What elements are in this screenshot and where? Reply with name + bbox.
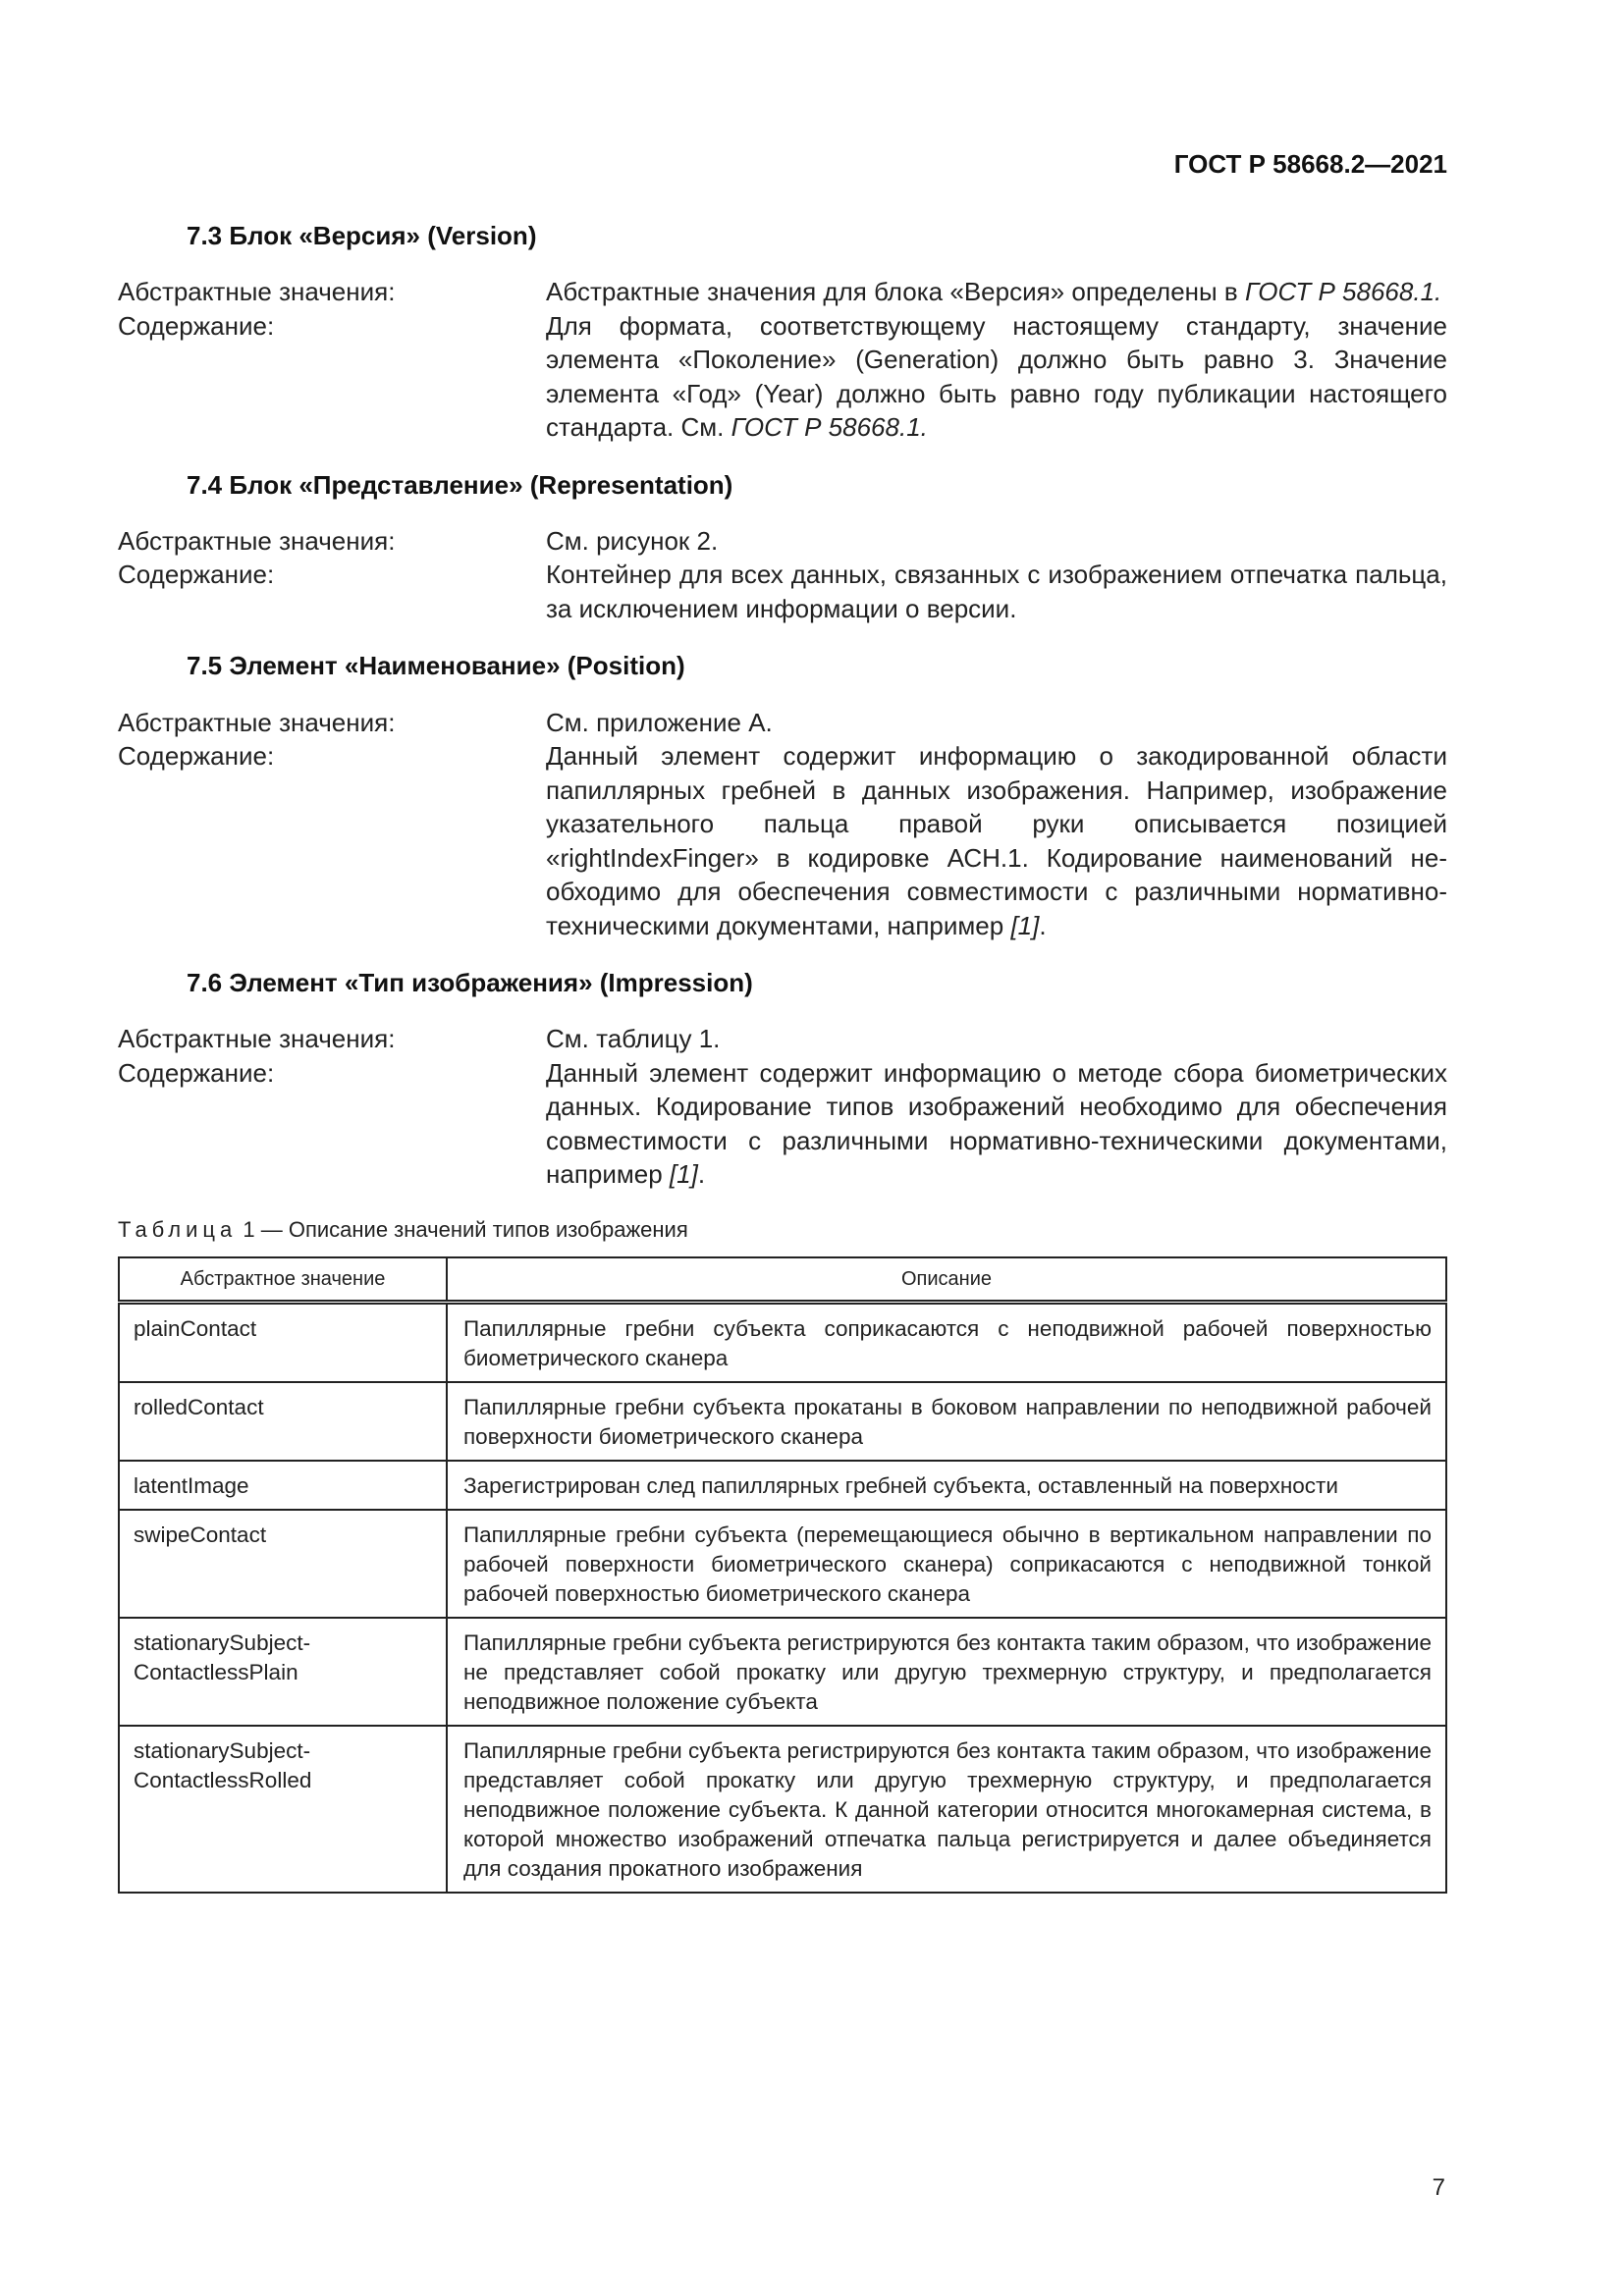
cell-description: Папиллярные гребни субъекта (перемещающиеся обычно в вертикальном направлении по рабочей поверхности биометрического сканера) соприкасаются с неподвижной тонкой рабочей поверхностью биометрического сканера (447, 1510, 1446, 1618)
cell-description: Зарегистрирован след папиллярных гребней субъекта, оставленный на поверхности (447, 1461, 1446, 1510)
cell-value: stationarySubject- ContactlessRolled (119, 1726, 447, 1893)
cell-value: rolledContact (119, 1382, 447, 1461)
field-row (118, 309, 1447, 445)
section-7-3 (118, 221, 1447, 445)
standard-reference: ГОСТ Р 58668.1. (1244, 277, 1442, 307)
field-label: Содержание: (118, 1057, 275, 1088)
field-label: Абстрактные значения: (118, 525, 396, 556)
bibliography-reference: [1] (669, 1159, 698, 1190)
field-label: Содержание: (118, 310, 275, 341)
field-text: Для формата, соответствующему настоящему стандарту, значение элемента «Поколение» (Generation) должно быть равно 3. Значение элемента «Год» (Year) должно быть равно году публикации настоящего стандарта. См. ГОСТ Р 58668.1. (546, 310, 1447, 443)
field-label: Содержание: (118, 741, 275, 772)
field-text: Контейнер для всех данных, связанных с изображением отпечатка пальца, за исключением информации о версии. (546, 560, 1447, 623)
table-header-row (119, 1257, 1446, 1303)
bibliography-reference: [1] (1010, 910, 1040, 940)
cell-value: plainContact (119, 1302, 447, 1382)
cell-value: stationarySubject- ContactlessPlain (119, 1618, 447, 1726)
field-row (118, 739, 1447, 942)
field-label: Абстрактные значения: (118, 707, 396, 737)
table-row (119, 1461, 1446, 1510)
field-row (118, 275, 1447, 309)
field-text: Абстрактные значения для блока «Версия» определены в ГОСТ Р 58668.1. (546, 277, 1442, 307)
table-row (119, 1726, 1446, 1893)
section-7-6 (118, 968, 1447, 1192)
field-label: Содержание: (118, 560, 275, 590)
column-header-description: Описание (447, 1257, 1446, 1303)
field-text: Данный элемент содержит информацию о закодированной области папиллярных гребней в данных изображения. Например, изображение указательного пальца правой руки описывается позицией «rightIndexFinger» в кодировке АСН.1. Кодирование наименований необходимо для обеспечения совместимости с различными нормативно-техническими документами, например [1]. (546, 741, 1447, 940)
main-content (118, 221, 1447, 1894)
field-text: Данный элемент содержит информацию о методе сбора биометрических данных. Кодирование типов изображений необходимо для обеспечения совместимости с различными нормативно-техническими документами, например [1]. (546, 1057, 1447, 1190)
cell-value: latentImage (119, 1461, 447, 1510)
cell-value: swipeContact (119, 1510, 447, 1618)
field-row (118, 1056, 1447, 1192)
field-text: См. приложение А. (546, 707, 773, 737)
field-text: См. рисунок 2. (546, 525, 719, 556)
cell-description: Папиллярные гребни субъекта соприкасаются с неподвижной рабочей поверхностью биометрического сканера (447, 1302, 1446, 1382)
column-header-value: Абстрактное значение (119, 1257, 447, 1303)
field-label: Абстрактные значения: (118, 277, 396, 307)
cell-description: Папиллярные гребни субъекта регистрируются без контакта таким образом, что изображение не представляет собой прокатку или другую трехмерную структуру, и предполагается неподвижное положение субъекта (447, 1618, 1446, 1726)
table-row (119, 1302, 1446, 1382)
section-heading: 7.5 Элемент «Наименование» (Position) (187, 651, 685, 681)
table-row (119, 1510, 1446, 1618)
field-row (118, 524, 1447, 559)
section-7-4 (118, 470, 1447, 626)
cell-description: Папиллярные гребни субъекта регистрируются без контакта таким образом, что изображение представляет собой прокатку или другую трехмерную структуру, и предполагается неподвижное положение субъекта. К данной категории относится многокамерная система, в которой множество изображений отпечатка пальца регистрируется и далее объединяется для создания прокатного изображения (447, 1726, 1446, 1893)
section-heading: 7.4 Блок «Представление» (Representation) (187, 469, 733, 500)
table-row (119, 1618, 1446, 1726)
section-7-5 (118, 651, 1447, 942)
section-heading: 7.6 Элемент «Тип изображения» (Impression) (187, 968, 753, 998)
document-code: ГОСТ Р 58668.2—2021 (1173, 149, 1447, 179)
field-text: См. таблицу 1. (546, 1024, 721, 1054)
section-heading: 7.3 Блок «Версия» (Version) (187, 221, 537, 250)
cell-description: Папиллярные гребни субъекта прокатаны в боковом направлении по неподвижной рабочей поверхности биометрического сканера (447, 1382, 1446, 1461)
impression-types-table (118, 1256, 1447, 1894)
field-row (118, 706, 1447, 740)
standard-reference: ГОСТ Р 58668.1. (731, 412, 928, 443)
field-label: Абстрактные значения: (118, 1024, 396, 1054)
table-row (119, 1382, 1446, 1461)
page-number: 7 (1432, 2174, 1445, 2201)
table-caption: Таблица 1 — Описание значений типов изображения (118, 1216, 688, 1242)
field-row (118, 1022, 1447, 1056)
field-row (118, 558, 1447, 625)
